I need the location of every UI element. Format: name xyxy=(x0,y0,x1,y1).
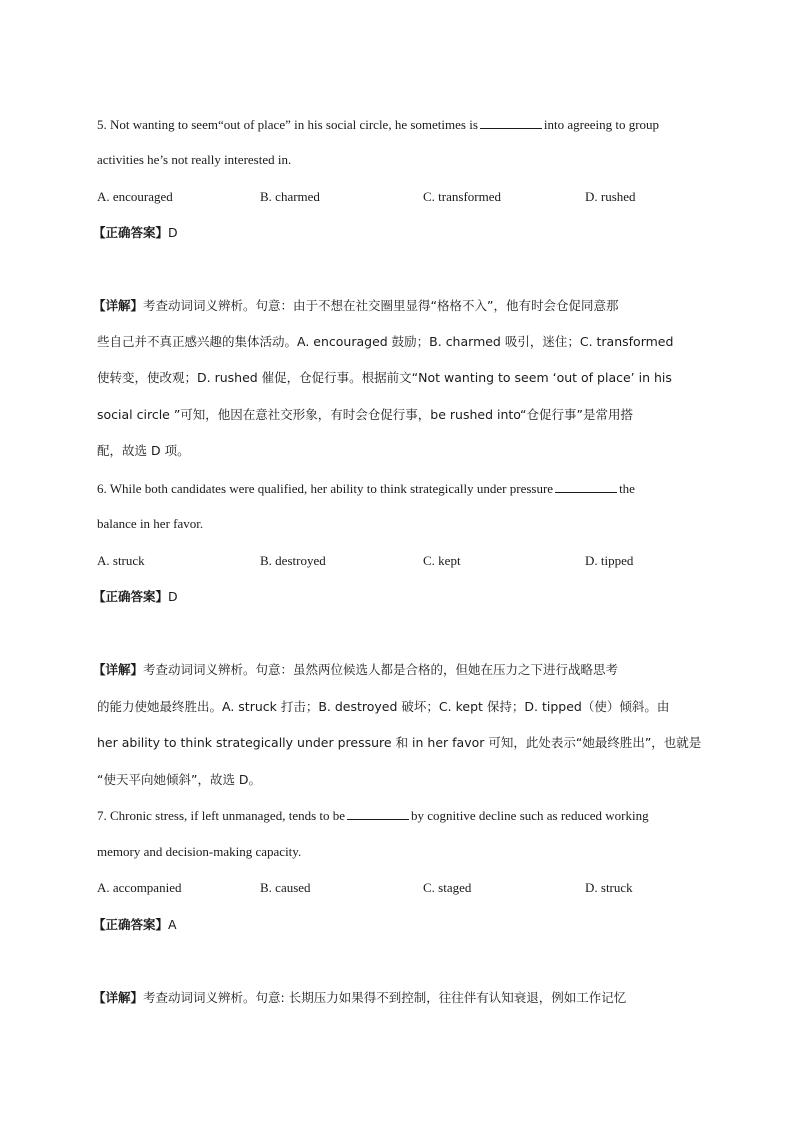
q7-answer-value: A xyxy=(168,917,177,932)
q6-detail-text1: 考查动词词义辨析。句意：虽然两位候选人都是合格的，但她在压力之下进行战略思考 xyxy=(143,662,619,677)
q6-blank xyxy=(555,481,617,493)
q5-detail-line2: 些自己并不真正感兴趣的集体活动。A. encouraged 鼓励；B. charmed 吸引，迷住；C. transformed xyxy=(97,334,674,349)
q7-stem-part2: by cognitive decline such as reduced working xyxy=(411,808,649,823)
q6-detail-line1 xyxy=(93,662,618,678)
q6-answer xyxy=(93,589,178,605)
q5-stem-part1: 5. Not wanting to seem“out of place” in his social circle, he sometimes is xyxy=(97,117,478,132)
q5-detail-tag: 【详解】 xyxy=(93,298,144,313)
q5-stem-part2: into agreeing to group xyxy=(543,117,660,132)
q5-detail-text1: 考查动词词义辨析。句意：由于不想在社交圈里显得“格格不入”，他有时会仓促同意那 xyxy=(143,298,619,313)
q7-detail-text1: 考查动词词义辨析。句意: 长期压力如果得不到控制，往往伴有认知衰退，例如工作记忆 xyxy=(143,990,627,1005)
q7-stem-part1: 7. Chronic stress, if left unmanaged, tends to be xyxy=(97,808,346,823)
q5-detail-line3: 使转变，使改观；D. rushed 催促，仓促行事。根据前文“Not wanting to seem ‘out of place’ in his xyxy=(97,370,672,385)
q7-blank xyxy=(347,808,409,820)
q5-option-d: D. rushed xyxy=(585,189,636,204)
q7-detail-line1 xyxy=(93,990,626,1006)
q6-detail-line4: “使天平向她倾斜”，故选 D。 xyxy=(97,772,262,787)
q6-stem-part1: 6. While both candidates were qualified, her ability to think strategically under pressure xyxy=(97,481,554,496)
q7-option-a: A. accompanied xyxy=(97,880,182,895)
q6-answer-tag: 【正确答案】 xyxy=(93,589,169,604)
q6-stem-line2: balance in her favor. xyxy=(97,516,204,531)
q5-detail-line1 xyxy=(93,298,618,314)
q6-option-b: B. destroyed xyxy=(260,553,326,568)
q5-blank xyxy=(480,117,542,129)
q7-stem-line1 xyxy=(97,808,649,824)
q6-option-c: C. kept xyxy=(423,553,461,568)
q5-detail-line5: 配，故选 D 项。 xyxy=(97,443,190,458)
q7-detail-tag: 【详解】 xyxy=(93,990,144,1005)
q7-option-d: D. struck xyxy=(585,880,633,895)
q5-answer-tag: 【正确答案】 xyxy=(93,225,169,240)
q5-option-b: B. charmed xyxy=(260,189,320,204)
q7-stem-line2: memory and decision-making capacity. xyxy=(97,844,302,859)
q6-detail-line3: her ability to think strategically under pressure 和 in her favor 可知，此处表示“她最终胜出”，也就是 xyxy=(97,735,702,750)
q5-option-a: A. encouraged xyxy=(97,189,173,204)
q6-stem-line1 xyxy=(97,481,635,497)
q6-option-d: D. tipped xyxy=(585,553,634,568)
q5-answer xyxy=(93,225,178,241)
q6-option-a: A. struck xyxy=(97,553,145,568)
q6-stem-part2: the xyxy=(619,481,635,496)
q5-detail-line4: social circle ”可知，他因在意社交形象，有时会仓促行事，be rushed into“仓促行事”是常用搭 xyxy=(97,407,633,422)
q7-answer xyxy=(93,917,177,933)
q5-stem-line1 xyxy=(97,117,659,133)
q7-option-c: C. staged xyxy=(423,880,472,895)
q6-detail-line2: 的能力使她最终胜出。A. struck 打击；B. destroyed 破坏；C. kept 保持；D. tipped（使）倾斜。由 xyxy=(97,699,670,714)
q6-detail-tag: 【详解】 xyxy=(93,662,144,677)
q6-answer-value: D xyxy=(168,589,178,604)
q7-answer-tag: 【正确答案】 xyxy=(93,917,169,932)
q5-stem-line2: activities he’s not really interested in. xyxy=(97,152,292,167)
q7-option-b: B. caused xyxy=(260,880,311,895)
q5-option-c: C. transformed xyxy=(423,189,501,204)
q5-answer-value: D xyxy=(168,225,178,240)
